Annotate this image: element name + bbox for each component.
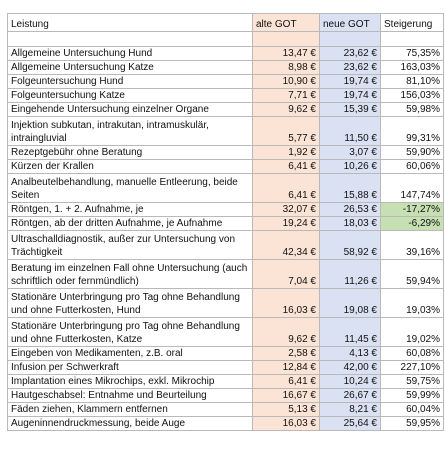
increase-cell[interactable]: 227,10% <box>381 361 444 375</box>
old-price-cell[interactable]: 19,24 € <box>253 217 320 231</box>
new-price-cell[interactable]: 58,92 € <box>320 231 381 260</box>
table-row <box>8 61 444 75</box>
table-row <box>8 103 444 117</box>
new-price-cell[interactable]: 11,45 € <box>320 318 381 347</box>
new-price-cell[interactable]: 19,74 € <box>320 89 381 103</box>
increase-cell[interactable]: 59,94% <box>381 260 444 289</box>
spreadsheet <box>7 13 443 431</box>
increase-cell[interactable]: 156,03% <box>381 89 444 103</box>
header-steigerung[interactable]: Steigerung <box>381 14 444 32</box>
header-alte-got[interactable]: alte GOT <box>253 14 320 32</box>
old-price-cell[interactable]: 6,41 € <box>253 174 320 203</box>
header-neue-got[interactable]: neue GOT <box>320 14 381 32</box>
increase-cell[interactable]: 75,35% <box>381 47 444 61</box>
increase-cell[interactable]: 19,03% <box>381 289 444 318</box>
blank-cell[interactable] <box>381 32 444 47</box>
table-row <box>8 47 444 61</box>
new-price-cell[interactable]: 42,00 € <box>320 361 381 375</box>
increase-cell[interactable]: 147,74% <box>381 174 444 203</box>
old-price-cell[interactable]: 16,03 € <box>253 289 320 318</box>
new-price-cell[interactable]: 11,50 € <box>320 117 381 146</box>
increase-cell[interactable]: 60,06% <box>381 160 444 174</box>
service-cell[interactable]: Beratung im einzelnen Fall ohne Untersuchung (auch schriftlich oder fernmündlich) <box>8 260 253 289</box>
old-price-cell[interactable]: 7,04 € <box>253 260 320 289</box>
table-row <box>8 403 444 417</box>
blank-row <box>8 32 444 47</box>
new-price-cell[interactable]: 23,62 € <box>320 61 381 75</box>
table-row <box>8 289 444 318</box>
service-cell[interactable]: Infusion per Schwerkraft <box>8 361 253 375</box>
table-row <box>8 361 444 375</box>
increase-cell[interactable]: 81,10% <box>381 75 444 89</box>
table-row <box>8 217 444 231</box>
new-price-cell[interactable]: 26,53 € <box>320 203 381 217</box>
new-price-cell[interactable]: 23,62 € <box>320 47 381 61</box>
increase-cell[interactable]: 59,95% <box>381 417 444 431</box>
table-row <box>8 318 444 347</box>
service-cell[interactable]: Hautgeschabsel: Entnahme und Beurteilung <box>8 389 253 403</box>
table-row <box>8 347 444 361</box>
old-price-cell[interactable]: 2,58 € <box>253 347 320 361</box>
increase-cell[interactable]: 60,04% <box>381 403 444 417</box>
service-cell[interactable]: Folgeuntersuchung Hund <box>8 75 253 89</box>
table-row <box>8 75 444 89</box>
old-price-cell[interactable]: 7,71 € <box>253 89 320 103</box>
new-price-cell[interactable]: 19,74 € <box>320 75 381 89</box>
service-cell[interactable]: Stationäre Unterbringung pro Tag ohne Behandlung und ohne Futterkosten, Katze <box>8 318 253 347</box>
old-price-cell[interactable]: 13,47 € <box>253 47 320 61</box>
new-price-cell[interactable]: 15,39 € <box>320 103 381 117</box>
header-leistung[interactable]: Leistung <box>8 14 253 32</box>
increase-cell[interactable]: -6,29% <box>381 217 444 231</box>
new-price-cell[interactable]: 18,03 € <box>320 217 381 231</box>
new-price-cell[interactable]: 15,88 € <box>320 174 381 203</box>
new-price-cell[interactable]: 10,24 € <box>320 375 381 389</box>
old-price-cell[interactable]: 1,92 € <box>253 146 320 160</box>
blank-cell[interactable] <box>8 32 253 47</box>
service-cell[interactable]: Allgemeine Untersuchung Katze <box>8 61 253 75</box>
new-price-cell[interactable]: 4,13 € <box>320 347 381 361</box>
increase-cell[interactable]: 59,90% <box>381 146 444 160</box>
service-cell[interactable]: Folgeuntersuchung Katze <box>8 89 253 103</box>
table-row <box>8 160 444 174</box>
table-row <box>8 389 444 403</box>
service-cell[interactable]: Kürzen der Krallen <box>8 160 253 174</box>
service-cell[interactable]: Implantation eines Mikrochips, exkl. Mikrochip <box>8 375 253 389</box>
service-cell[interactable]: Fäden ziehen, Klammern entfernen <box>8 403 253 417</box>
service-cell[interactable]: Injektion subkutan, intrakutan, intramuskulär, intraingluvial <box>8 117 253 146</box>
old-price-cell[interactable]: 16,67 € <box>253 389 320 403</box>
old-price-cell[interactable]: 5,77 € <box>253 117 320 146</box>
service-cell[interactable]: Allgemeine Untersuchung Hund <box>8 47 253 61</box>
old-price-cell[interactable]: 6,41 € <box>253 375 320 389</box>
increase-cell[interactable]: 59,99% <box>381 389 444 403</box>
increase-cell[interactable]: 19,02% <box>381 318 444 347</box>
table-row <box>8 117 444 146</box>
increase-cell[interactable]: 39,16% <box>381 231 444 260</box>
old-price-cell[interactable]: 42,34 € <box>253 231 320 260</box>
table-row <box>8 146 444 160</box>
increase-cell[interactable]: 163,03% <box>381 61 444 75</box>
new-price-cell[interactable]: 10,26 € <box>320 160 381 174</box>
service-cell[interactable]: Ultraschalldiagnostik, außer zur Untersuchung von Trächtigkeit <box>8 231 253 260</box>
service-cell[interactable]: Eingeben von Medikamenten, z.B. oral <box>8 347 253 361</box>
increase-cell[interactable]: -17,27% <box>381 203 444 217</box>
price-comparison-table <box>7 13 444 431</box>
increase-cell[interactable]: 59,75% <box>381 375 444 389</box>
old-price-cell[interactable]: 8,98 € <box>253 61 320 75</box>
header-row <box>8 14 444 32</box>
new-price-cell[interactable]: 25,64 € <box>320 417 381 431</box>
increase-cell[interactable]: 59,98% <box>381 103 444 117</box>
table-row <box>8 231 444 260</box>
old-price-cell[interactable]: 6,41 € <box>253 160 320 174</box>
service-cell[interactable]: Analbeutelbehandlung, manuelle Entleerung, beide Seiten <box>8 174 253 203</box>
service-cell[interactable]: Eingehende Untersuchung einzelner Organe <box>8 103 253 117</box>
table-row <box>8 375 444 389</box>
table-row <box>8 174 444 203</box>
service-cell[interactable]: Rezeptgebühr ohne Beratung <box>8 146 253 160</box>
new-price-cell[interactable]: 26,67 € <box>320 389 381 403</box>
table-row <box>8 203 444 217</box>
service-cell[interactable]: Röntgen, 1. + 2. Aufnahme, je <box>8 203 253 217</box>
old-price-cell[interactable]: 16,03 € <box>253 417 320 431</box>
old-price-cell[interactable]: 32,07 € <box>253 203 320 217</box>
table-row <box>8 89 444 103</box>
new-price-cell[interactable]: 11,26 € <box>320 260 381 289</box>
blank-cell[interactable] <box>253 32 320 47</box>
increase-cell[interactable]: 60,08% <box>381 347 444 361</box>
service-cell[interactable]: Röntgen, ab der dritten Aufnahme, je Aufnahme <box>8 217 253 231</box>
new-price-cell[interactable]: 8,21 € <box>320 403 381 417</box>
new-price-cell[interactable]: 19,08 € <box>320 289 381 318</box>
old-price-cell[interactable]: 12,84 € <box>253 361 320 375</box>
service-cell[interactable]: Augeninnendruckmessung, beide Auge <box>8 417 253 431</box>
old-price-cell[interactable]: 5,13 € <box>253 403 320 417</box>
table-row <box>8 260 444 289</box>
increase-cell[interactable]: 99,31% <box>381 117 444 146</box>
old-price-cell[interactable]: 10,90 € <box>253 75 320 89</box>
table-row <box>8 417 444 431</box>
service-cell[interactable]: Stationäre Unterbringung pro Tag ohne Behandlung und ohne Futterkosten, Hund <box>8 289 253 318</box>
blank-cell[interactable] <box>320 32 381 47</box>
old-price-cell[interactable]: 9,62 € <box>253 103 320 117</box>
new-price-cell[interactable]: 3,07 € <box>320 146 381 160</box>
old-price-cell[interactable]: 9,62 € <box>253 318 320 347</box>
